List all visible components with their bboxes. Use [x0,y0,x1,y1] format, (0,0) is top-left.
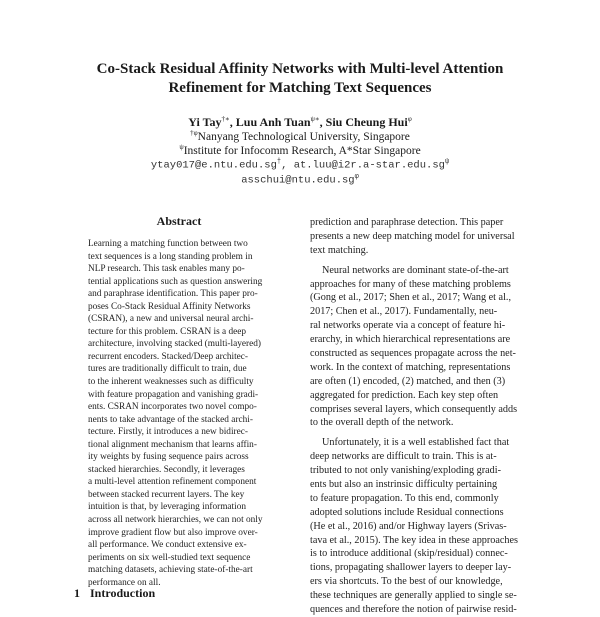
body-text-line: tributed to not only vanishing/exploding gradi- [310,465,501,477]
email-separator: , [281,159,294,172]
author-3: Siu Cheung Hui [325,115,408,129]
abstract-line: tures are traditionally difficult to train, due [88,364,247,375]
section-number: 1 [74,586,80,600]
abstract-line: intuition is that, by leveraging information [88,502,247,513]
body-text-line: comprises several layers, which consequently adds [310,403,518,415]
abstract-line: with feature propagation and vanishing gradi- [88,389,259,400]
body-text-line: deep networks are difficult to train. This is at- [310,451,497,463]
abstract-line: improve gradient flow but also improve over- [88,527,258,538]
abstract-line: tecture for this problem. CSRAN is a deep [88,326,247,337]
email-3: asschui@ntu.edu.sg [241,174,355,187]
body-text-line: presents a new deep matching model for universal [310,230,515,242]
body-text-line: aggregated for prediction. Each key step often [310,389,499,401]
body-text-line: erarchy, in which hierarchical representations are [310,334,511,346]
body-text-line: prediction and paraphrase detection. This paper [310,217,504,228]
section-title: Introduction [90,586,156,600]
abstract-line: nents to take advantage of the stacked archi- [88,414,253,425]
email-3-mark: φ [354,173,359,181]
body-text-line: adopted solutions include Residual connections [310,506,504,518]
abstract-line: tional alignment mechanism that learns affin- [88,439,257,450]
author-1-mark: †∗ [221,115,230,123]
affiliation-1-mark: †φ [190,129,198,137]
body-text-line: 2017; Chen et al., 2017). Fundamentally, neu- [310,306,498,318]
abstract-line: (CSRAN), a new and universal neural archi- [88,314,254,325]
abstract-line: matching datasets, achieving state-of-the-art [88,565,253,576]
body-text-line: tions, propagating shallower layers to deeper lay- [310,562,512,574]
body-text-line: Neural networks are dominant state-of-the-art [322,264,509,276]
abstract-line: stacked hierarchies. Secondly, it leverages [88,464,245,475]
author-separator: , [229,115,236,129]
email-1: ytay017@e.ntu.edu.sg [150,159,277,172]
email-2: at.luu@i2r.a-star.edu.sg [293,159,445,172]
abstract-line: all performance. We conduct extensive ex- [88,540,247,551]
body-text-line: are often (1) encoded, (2) matched, and then (3) [310,375,506,387]
abstract-line: ents. CSRAN incorporates two novel compo- [88,402,257,413]
abstract-body [88,238,270,589]
body-text-line: ers via shortcuts. To the best of our knowledge, [310,576,503,588]
body-text-line: text matching. [310,244,369,256]
body-text-line: (He et al., 2016) and/or Highway layers (Srivas- [310,520,507,532]
abstract-line: text sequences is a long standing problem in [88,251,253,262]
author-3-mark: φ [407,115,412,123]
body-text-line: quences and therefore the notion of pairwise resid- [310,604,517,616]
body-text-line: Unfortunately, it is a well established fact that [322,437,510,449]
affiliation-2-text: Institute for Infocomm Research, A*Star Singapore [183,144,421,157]
author-2-mark: ψ∗ [310,115,320,123]
email-2-mark: ψ [444,158,450,166]
affiliation-1-text: Nanyang Technological University, Singapore [197,130,410,143]
body-text-line: work. In the context of matching, representations [310,361,511,373]
abstract-line: a multi-level attention refinement component [88,477,257,488]
body-text-line: to feature propagation. To this end, commonly [310,492,499,504]
abstract-line: and paraphrase identification. This paper pro- [88,289,258,300]
abstract-line: across all network hierarchies, we can not only [88,515,263,526]
author-1: Yi Tay [188,115,222,129]
right-column-body [310,216,532,617]
abstract-line: NLP research. This task enables many po- [88,264,245,275]
body-text-line: approaches for many of these matching problems [310,278,511,290]
abstract-line: between stacked recurrent layers. The key [88,489,245,500]
paper-title-line-1: Co-Stack Residual Affinity Networks with Multi-level Attention [96,61,504,77]
section-heading [74,586,155,601]
email-1-mark: † [276,158,282,166]
abstract-line: periments on six well-studied text sequence [88,552,251,563]
body-text-line: ents but also an instrinsic difficulty pertaining [310,479,498,491]
abstract-line: to the inherent weaknesses such as difficulty [88,377,254,388]
body-text-line: to the overall depth of the network. [310,417,454,429]
abstract-line: tential applications such as question answering [88,276,263,287]
affiliation-2-mark: ψ [179,143,184,151]
body-text-line: is to introduce additional (skip/residual) connec- [310,548,508,560]
abstract-line: architecture, involving stacked (multi-layered) [88,339,261,350]
author-separator: , [319,115,326,129]
body-text-line: (Gong et al., 2017; Shen et al., 2017; Wang et al., [310,292,512,304]
abstract-line: poses Co-Stack Residual Affinity Networks [88,301,251,312]
abstract-line: ity weights by fusing sequence pairs across [88,452,249,463]
body-text-line: ral networks operate via a concept of feature hi- [310,320,506,332]
abstract-heading: Abstract [156,214,202,228]
body-text-line: tava et al., 2015). The key idea in these approaches [310,534,519,546]
body-text-line: constructed as sequences propagate across the net- [310,348,516,360]
abstract-line: performance on all. [88,577,161,588]
paper-title-line-2: Refinement for Matching Text Sequences [168,80,432,96]
body-text-line: these techniques are generally applied to single se- [310,590,517,602]
author-2: Luu Anh Tuan [235,115,311,129]
abstract-line: Learning a matching function between two [88,239,248,249]
abstract-line: recurrent encoders. Stacked/Deep architec- [88,351,249,362]
abstract-line: tecture. Firstly, it introduces a new bidirec- [88,427,248,438]
email-line-2 [0,170,600,188]
